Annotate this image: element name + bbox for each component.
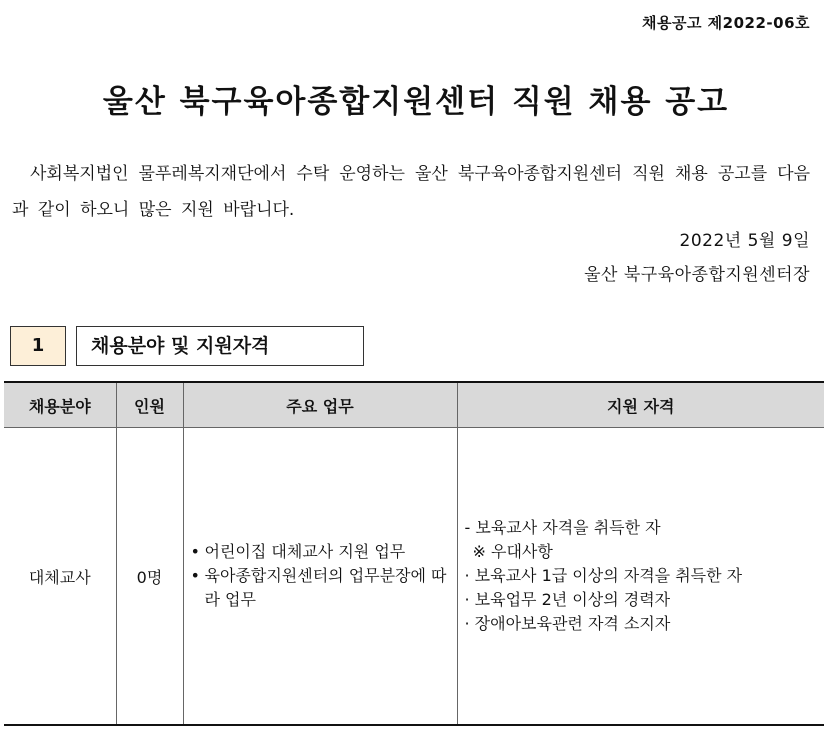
intro-paragraph: 사회복지법인 물푸레복지재단에서 수탁 운영하는 울산 북구육아종합지원센터 직원 채용 공고를 다음과 같이 하오니 많은 지원 바랍니다. — [12, 164, 810, 220]
preferred-heading: ※ 우대사항 — [472, 542, 553, 561]
section-title-box: 채용분야 및 지원자격 — [76, 326, 364, 366]
cell-field: 대체교사 — [4, 428, 116, 726]
notice-number: 채용공고 제2022-06호 — [641, 14, 810, 32]
duty-list — [185, 540, 456, 612]
table-row — [4, 428, 824, 726]
cell-qualifications — [457, 428, 824, 726]
header-field: 채용분야 — [4, 382, 116, 428]
issuer-name: 울산 북구육아종합지원센터장 — [584, 265, 810, 285]
cell-duties — [183, 428, 457, 726]
document-title: 울산 북구육아종합지원센터 직원 채용 공고 — [102, 84, 730, 120]
duty-item: • 어린이집 대체교사 지원 업무 — [189, 540, 448, 564]
section-number-box: 1 — [10, 326, 66, 366]
qualification-main: - 보육교사 자격을 취득한 자 — [464, 518, 661, 537]
duty-item: • 육아종합지원센터의 업무분장에 따라 업무 — [189, 564, 448, 612]
header-count: 인원 — [116, 382, 183, 428]
header-qualifications: 지원 자격 — [457, 382, 824, 428]
recruitment-table — [4, 381, 824, 726]
preferred-item: · 장애아보육관련 자격 소지자 — [464, 614, 671, 633]
header-duties: 주요 업무 — [183, 382, 457, 428]
cell-count: 0명 — [116, 428, 183, 726]
preferred-item: · 보육교사 1급 이상의 자격을 취득한 자 — [464, 566, 743, 585]
preferred-item: · 보육업무 2년 이상의 경력자 — [464, 590, 671, 609]
notice-date: 2022년 5월 9일 — [679, 231, 810, 251]
table-header-row — [4, 382, 824, 428]
qualification-block — [459, 516, 824, 636]
